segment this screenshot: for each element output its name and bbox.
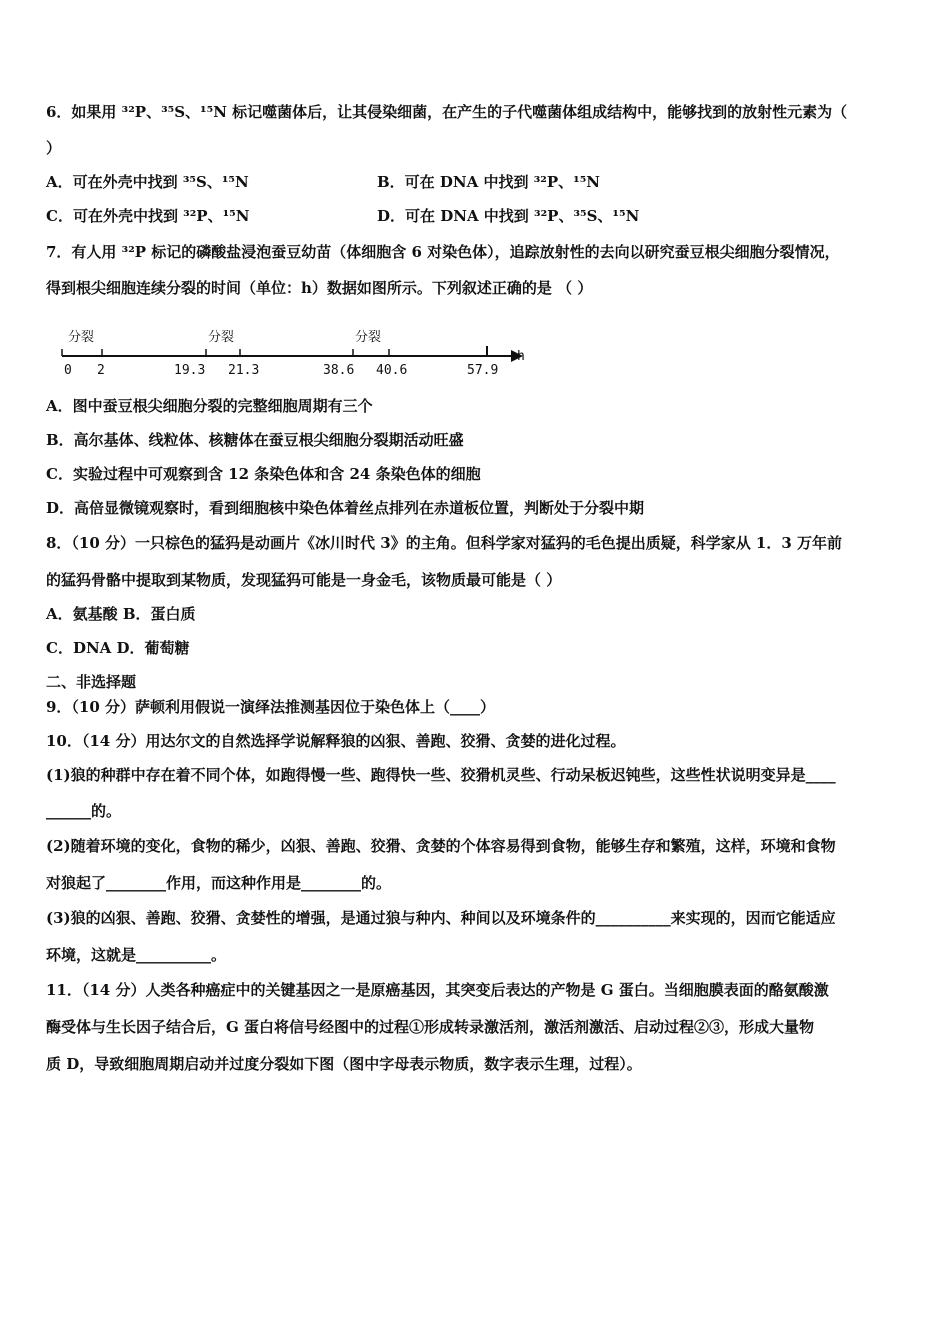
- q8-stem-line-1: 8．（10 分）一只棕色的猛犸是动画片《冰川时代 3》的主角。但科学家对猛犸的毛色提出质疑，科学家从 1．3 万年前: [46, 534, 843, 552]
- division-label: 分裂: [355, 330, 382, 345]
- tick-label: 0: [64, 363, 72, 378]
- division-label: 分裂: [208, 330, 235, 345]
- q10-stem: 10．（14 分）用达尔文的自然选择学说解释狼的凶狠、善跑、狡猾、贪婪的进化过程。: [46, 732, 626, 750]
- tick-label: 40.6: [376, 363, 408, 378]
- q7-option-a: A．图中蚕豆根尖细胞分裂的完整细胞周期有三个: [46, 397, 373, 415]
- q11-stem-line-3: 质 D，导致细胞周期启动并过度分裂如下图（图中字母表示物质，数字表示生理，过程）。: [46, 1055, 642, 1073]
- q7-option-b: B．高尔基体、线粒体、核糖体在蚕豆根尖细胞分裂期活动旺盛: [46, 431, 464, 449]
- q8-options-cd: C．DNA D．葡萄糖: [46, 639, 190, 657]
- q6-option-c: C．可在外壳中找到 ³²P、¹⁵N: [46, 207, 250, 225]
- q10-part1-line-1: (1)狼的种群中存在着不同个体，如跑得慢一些、跑得快一些、狡猾机灵些、行动呆板迟钝些，这些性状说明变异是____: [46, 766, 836, 784]
- q8-stem-line-2: 的猛犸骨骼中提取到某物质，发现猛犸可能是一身金毛，该物质最可能是（ ）: [46, 571, 562, 589]
- q10-part3-line-2: 环境，这就是__________。: [46, 946, 227, 964]
- q9-stem: 9．（10 分）萨顿利用假说一演绎法推测基因位于染色体上（____）: [46, 698, 496, 716]
- q6-option-b: B．可在 DNA 中找到 ³²P、¹⁵N: [377, 173, 600, 191]
- q6-option-a: A．可在外壳中找到 ³⁵S、¹⁵N: [46, 173, 249, 191]
- q7-stem-line-1: 7．有人用 ³²P 标记的磷酸盐浸泡蚕豆幼苗（体细胞含 6 对染色体），追踪放射性的去向以研究蚕豆根尖细胞分裂情况，: [46, 243, 840, 261]
- tick-label: 2: [97, 363, 105, 378]
- tick-label: 19.3: [174, 363, 206, 378]
- q7-option-c: C．实验过程中可观察到含 12 条染色体和含 24 条染色体的细胞: [46, 465, 481, 483]
- q7-stem-line-2: 得到根尖细胞连续分裂的时间（单位：h）数据如图所示。下列叙述正确的是 （ ）: [46, 279, 593, 297]
- q11-stem-line-2: 酶受体与生长因子结合后，G 蛋白将信号经图中的过程①形成转录激活剂，激活剂激活、启动过程②③，形成大量物: [46, 1018, 815, 1036]
- timeline-unit: h: [517, 349, 525, 364]
- q8-options-ab: A．氨基酸 B．蛋白质: [46, 605, 196, 623]
- tick-label: 57.9: [467, 363, 499, 378]
- q10-part3-line-1: (3)狼的凶狠、善跑、狡猾、贪婪性的增强，是通过狼与种内、种间以及环境条件的__________来实现的，因而它能适应: [46, 909, 836, 927]
- tick-label: 21.3: [228, 363, 260, 378]
- q10-part1-line-2: ______的。: [46, 802, 122, 820]
- division-label: 分裂: [68, 330, 95, 345]
- q11-stem-line-1: 11．（14 分）人类各种癌症中的关键基因之一是原癌基因，其突变后表达的产物是 G 蛋白。当细胞膜表面的酪氨酸激: [46, 981, 829, 999]
- cell-division-timeline: [55, 320, 535, 384]
- q10-part2-line-2: 对狼起了________作用，而这种作用是________的。: [46, 874, 392, 892]
- tick-label: 38.6: [323, 363, 355, 378]
- q6-stem-line-1: 6．如果用 ³²P、³⁵S、¹⁵N 标记噬菌体后，让其侵染细菌，在产生的子代噬菌体组成结构中，能够找到的放射性元素为（: [46, 103, 848, 121]
- q6-stem-line-2: ）: [46, 139, 62, 157]
- q10-part2-line-1: (2)随着环境的变化，食物的稀少，凶狠、善跑、狡猾、贪婪的个体容易得到食物，能够生存和繁殖，这样，环境和食物: [46, 837, 836, 855]
- q6-option-d: D．可在 DNA 中找到 ³²P、³⁵S、¹⁵N: [377, 207, 640, 225]
- q7-option-d: D．高倍显微镜观察时，看到细胞核中染色体着丝点排列在赤道板位置，判断处于分裂中期: [46, 499, 645, 517]
- section-title: 二、非选择题: [46, 673, 137, 691]
